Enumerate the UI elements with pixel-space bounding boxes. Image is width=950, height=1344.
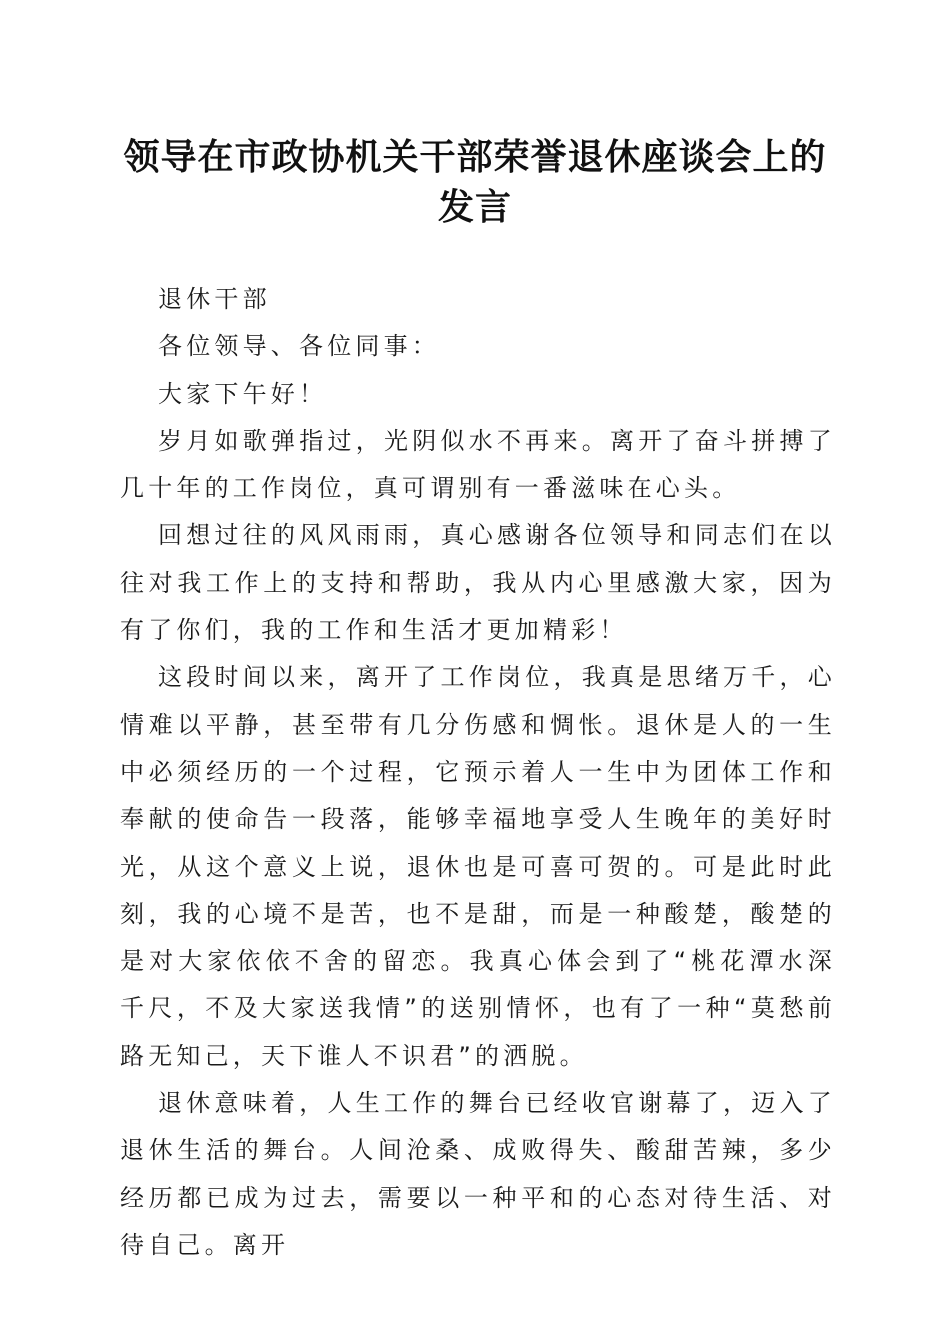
body-paragraph: 这段时间以来，离开了工作岗位，我真是思绪万千，心情难以平静，甚至带有几分伤感和惆怅。退休是人的一生中必须经历的一个过程，它预示着人一生中为团体工作和奉献的使命告一段落，能够幸福地享受人生晚年的美好时光，从这个意义上说，退休也是可喜可贺的。可是此时此刻，我的心境不是苦，也不是甜，而是一种酸楚，酸楚的是对大家依依不舍的留恋。我真心体会到了“桃花潭水深千尺，不及大家送我情”的送别情怀，也有了一种“莫愁前路无知己，天下谁人不识君”的洒脱。: [120, 663, 836, 1070]
greeting: 大家下午好！: [158, 379, 328, 408]
body-paragraph: 回想过往的风风雨雨，真心感谢各位领导和同志们在以往对我工作上的支持和帮助，我从内心里感激大家，因为有了你们，我的工作和生活才更加精彩！: [120, 521, 836, 645]
speaker-line: 退休干部: [158, 285, 271, 313]
salutation: 各位领导、各位同事：: [158, 332, 440, 361]
document-title: 领导在市政协机关干部荣誉退休座谈会上的发言: [123, 136, 827, 228]
body-paragraph: 岁月如歌弹指过，光阴似水不再来。离开了奋斗拼搏了几十年的工作岗位，真可谓别有一番滋味在心头。: [120, 426, 836, 503]
body-paragraph: 退休意味着，人生工作的舞台已经收官谢幕了，迈入了退休生活的舞台。人间沧桑、成败得失、酸甜苦辣，多少经历都已成为过去，需要以一种平和的心态对待生活、对待自己。离开: [120, 1089, 836, 1259]
document-body: [120, 276, 836, 1269]
